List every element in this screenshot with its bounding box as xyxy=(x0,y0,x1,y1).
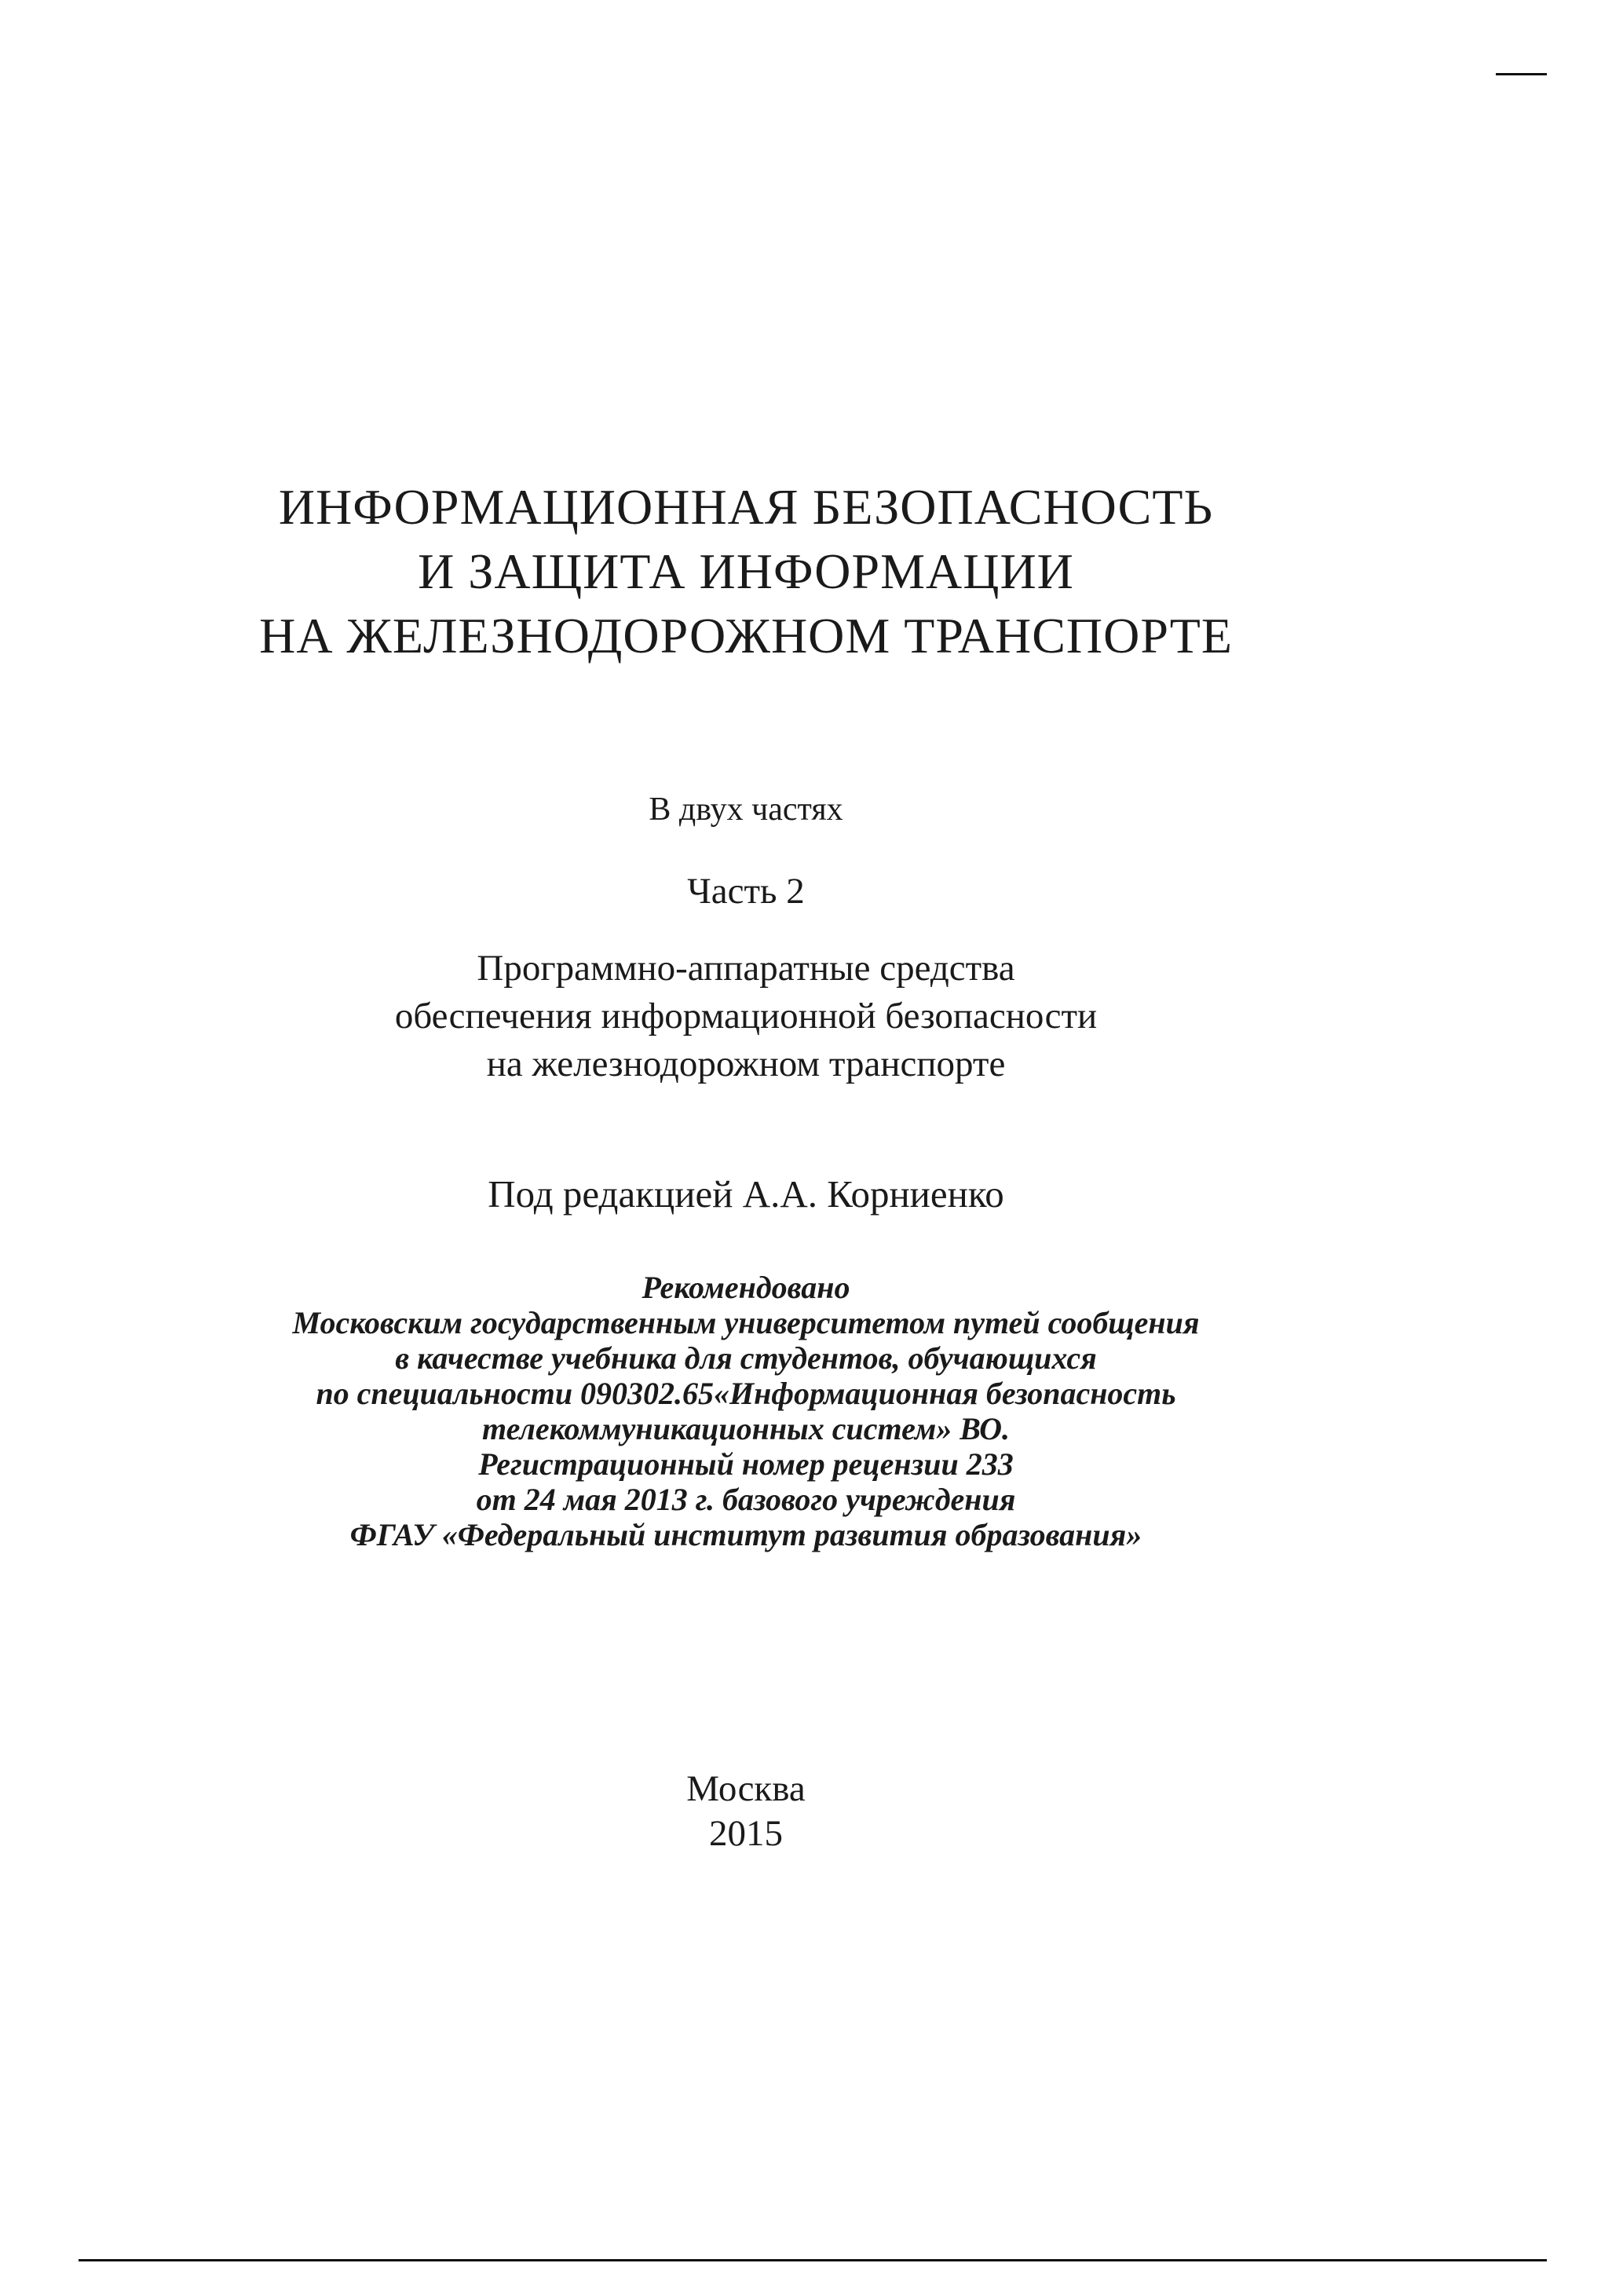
recommendation-line-3: в качестве учебника для студентов, обучающихся xyxy=(395,1340,1097,1376)
part-subtitle xyxy=(0,945,1492,1088)
recommendation-line-5: телекоммуникационных систем» ВО. xyxy=(482,1411,1010,1446)
book-title-line-1: ИНФОРМАЦИОННАЯ БЕЗОПАСНОСТЬ xyxy=(278,479,1214,535)
part-subtitle-line-3: на железнодорожном транспорте xyxy=(486,1044,1006,1084)
parts-note: В двух частях xyxy=(649,792,843,828)
part-subtitle-line-1: Программно-аппаратные средства xyxy=(477,948,1015,989)
recommendation-line-2: Московским государственным университетом путей сообщения xyxy=(292,1305,1200,1340)
top-rule xyxy=(1496,73,1547,75)
recommendation-line-6: Регистрационный номер рецензии 233 xyxy=(478,1446,1014,1482)
recommendation-line-1: Рекомендовано xyxy=(642,1270,850,1305)
imprint-year: 2015 xyxy=(709,1813,783,1854)
recommendation-block xyxy=(0,1270,1492,1552)
book-title xyxy=(0,475,1492,668)
bottom-rule xyxy=(79,2259,1547,2261)
recommendation-line-7: от 24 мая 2013 г. базового учреждения xyxy=(476,1482,1016,1517)
book-title-line-2: И ЗАЩИТА ИНФОРМАЦИИ xyxy=(418,543,1074,599)
part-number: Часть 2 xyxy=(687,871,805,912)
recommendation-line-8: ФГАУ «Федеральный институт развития образования» xyxy=(349,1517,1142,1552)
editor-line: Под редакцией А.А. Корниенко xyxy=(488,1172,1004,1216)
imprint-city: Москва xyxy=(686,1768,806,1809)
book-title-line-3: НА ЖЕЛЕЗНОДОРОЖНОМ ТРАНСПОРТЕ xyxy=(259,608,1233,664)
recommendation-line-4: по специальности 090302.65«Информационная безопасность xyxy=(316,1376,1176,1411)
part-subtitle-line-2: обеспечения информационной безопасности xyxy=(394,996,1098,1036)
